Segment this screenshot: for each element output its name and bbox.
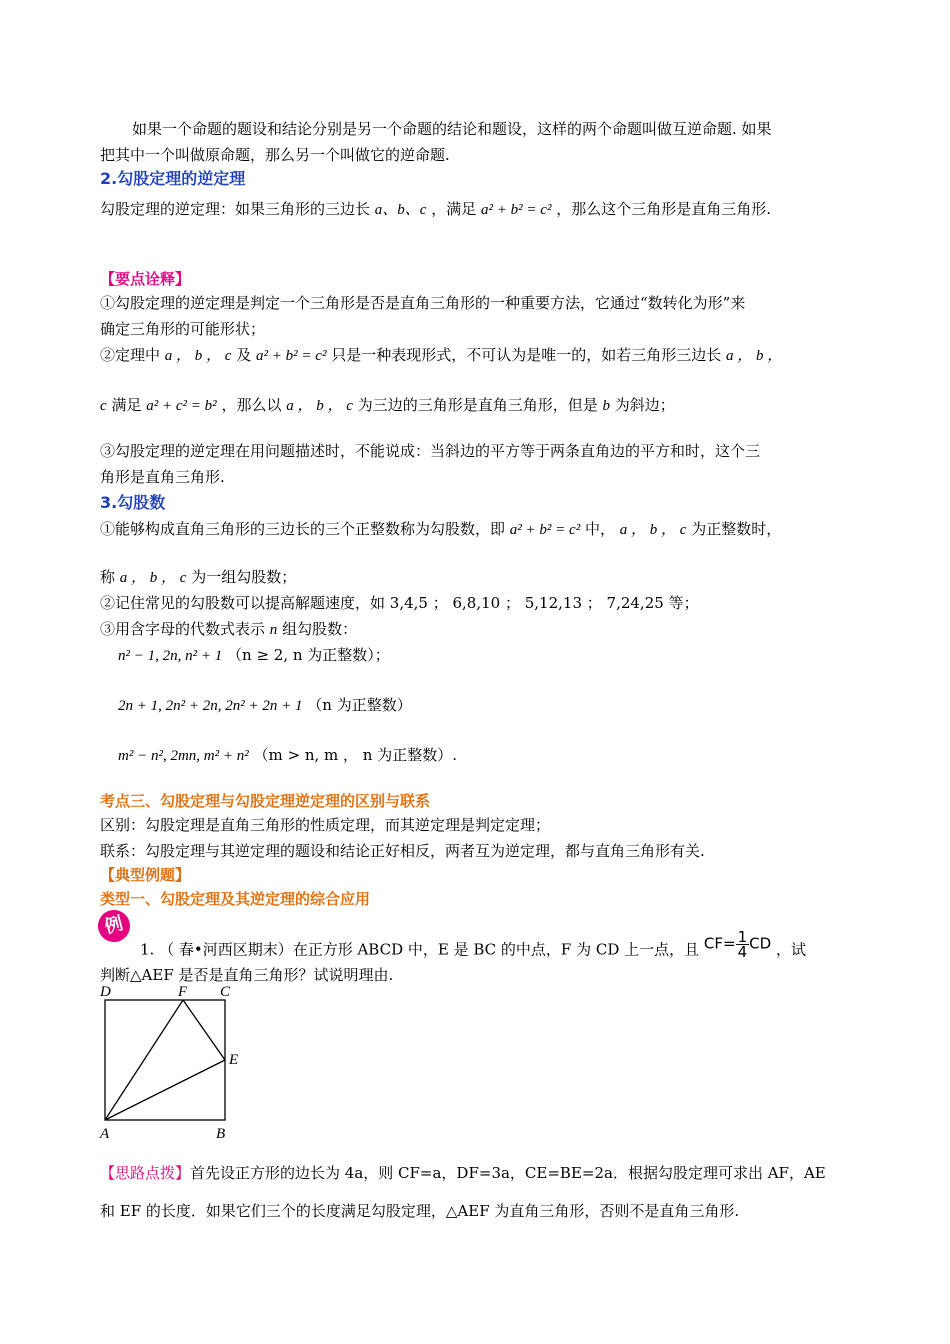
section2-text-a: 勾股定理的逆定理：如果三角形的三边长 bbox=[100, 200, 371, 218]
s3p3-text-a: ③用含字母的代数式表示 bbox=[100, 620, 266, 638]
key-point-3-line2: 角形是直角三角形. bbox=[100, 468, 225, 486]
section2-formula: a² + b² = c² bbox=[481, 202, 552, 218]
question-fraction bbox=[704, 930, 771, 959]
formula-1-line bbox=[118, 644, 390, 667]
s3p1-formula: a² + b² = c² bbox=[509, 522, 581, 538]
kp2-formula: a² + b² = c² bbox=[256, 348, 327, 364]
s3p1-line2-a: 称 bbox=[100, 568, 116, 586]
kp2-text-a: ②定理中 bbox=[100, 346, 161, 364]
label-f: F bbox=[178, 984, 188, 1000]
segment-ae bbox=[105, 1060, 225, 1120]
label-d: D bbox=[100, 984, 111, 1000]
s3p3-text-b: 组勾股数： bbox=[282, 620, 358, 638]
formula-3-cond: （m > n, m ， n 为正整数）. bbox=[253, 746, 457, 764]
kp2-text-g: 为斜边； bbox=[614, 396, 675, 414]
fraction-num: 1 bbox=[737, 928, 748, 946]
kp2-line2-var: c bbox=[100, 398, 107, 414]
section2-text-b: ，满足 bbox=[431, 200, 477, 218]
section3-p3 bbox=[100, 618, 357, 641]
label-c: C bbox=[220, 984, 231, 1000]
topic3-diff: 区别：勾股定理是直角三角形的性质定理，而其逆定理是判定定理； bbox=[100, 816, 551, 834]
examples-label: 【典型例题】 bbox=[100, 866, 191, 884]
converse-def-line1: 如果一个命题的题设和结论分别是另一个命题的结论和题设，这样的两个命题叫做互逆命题. 如果 bbox=[132, 120, 772, 138]
section2-heading: 2.勾股定理的逆定理 bbox=[100, 169, 246, 188]
square-figure bbox=[96, 982, 256, 1142]
s3p2-triples: 3,4,5 ； 6,8,10 ； 5,12,13 ； 7,24,25 bbox=[389, 594, 664, 612]
key-point-1-line1: ①勾股定理的逆定理是判定一个三角形是否是直角三角形的一种重要方法，它通过“数转化为形”来 bbox=[100, 294, 746, 312]
s3p2-text-b: 等； bbox=[668, 594, 699, 612]
label-b: B bbox=[216, 1126, 226, 1142]
section2-statement bbox=[100, 198, 771, 221]
section3-p1-line1 bbox=[100, 518, 781, 541]
kp2-text-f: 为三边的三角形是直角三角形，但是 bbox=[357, 396, 598, 414]
topic3-link: 联系：勾股定理与其逆定理的题设和结论正好相反，两者互为逆定理，都与直角三角形有关. bbox=[100, 842, 705, 860]
label-a: A bbox=[100, 1126, 110, 1142]
segment-fe bbox=[183, 1000, 225, 1060]
formula-2-cond: （n 为正整数） bbox=[307, 696, 412, 714]
examples-type1: 类型一、勾股定理及其逆定理的综合应用 bbox=[100, 890, 371, 908]
kp2-text-c: 只是一种表现形式，不可认为是唯一的，如若三角形三边长 bbox=[331, 346, 722, 364]
s3p1-vars: a ， b ， c bbox=[619, 522, 687, 538]
key-point-3-line1: ③勾股定理的逆定理在用问题描述时，不能说成：当斜边的平方等于两条直角边的平方和时，这个三 bbox=[100, 442, 761, 460]
label-e: E bbox=[229, 1052, 239, 1068]
s3p1-text-b: 中， bbox=[584, 520, 615, 538]
kp2-text-b: 及 bbox=[236, 346, 252, 364]
segment-af bbox=[105, 1000, 183, 1120]
formula-1-cond: （n ≥ 2, n 为正整数）； bbox=[227, 646, 390, 664]
converse-def-line2: 把其中一个叫做原命题，那么另一个叫做它的逆命题. bbox=[100, 146, 450, 164]
hint-line1 bbox=[100, 1162, 826, 1184]
kp2-vars3: a ， b ， c bbox=[286, 398, 353, 414]
section3-heading: 3.勾股数 bbox=[100, 493, 166, 512]
formula-2: 2n + 1, 2n² + 2n, 2n² + 2n + 1 bbox=[118, 698, 303, 714]
s3p2-text-a: ②记住常见的勾股数可以提高解题速度，如 bbox=[100, 594, 386, 612]
hint-label: 【思路点拨】 bbox=[100, 1164, 191, 1182]
section2-vars: a、b、c bbox=[374, 202, 427, 218]
example-question-line1 bbox=[140, 928, 806, 965]
hint-line2: 和 EF 的长度．如果它们三个的长度满足勾股定理，△AEF 为直角三角形，否则不是直角三角形. bbox=[100, 1202, 740, 1220]
question-text-b: ，试 bbox=[775, 940, 806, 959]
section3-p1-line2 bbox=[100, 566, 296, 589]
formula-3-line bbox=[118, 744, 457, 767]
kp2-text-d: 满足 bbox=[111, 396, 142, 414]
hint-text-1: 首先设正方形的边长为 4a，则 CF=a，DF=3a，CE=BE=2a．根据勾股定理可求出 AF，AE bbox=[190, 1164, 826, 1182]
s3p1-line2-vars: a ， b ， c bbox=[119, 570, 187, 586]
fraction-left: CF= bbox=[703, 934, 736, 953]
fraction-den: 4 bbox=[737, 943, 748, 961]
s3p1-text-a: ①能够构成直角三角形的三边长的三个正整数称为勾股数，即 bbox=[100, 520, 506, 538]
fraction bbox=[736, 930, 750, 959]
key-point-1-line2: 确定三角形的可能形状； bbox=[100, 320, 266, 338]
key-point-2-line2 bbox=[100, 394, 675, 417]
kp2-formula2: a² + c² = b² bbox=[146, 398, 217, 414]
example-question-line2: 判断△AEF 是否是直角三角形？试说明理由. bbox=[100, 966, 394, 984]
fraction-right: CD bbox=[749, 934, 772, 953]
example-badge: 例 bbox=[94, 906, 133, 945]
s3p1-text-c: 为正整数时， bbox=[691, 520, 782, 538]
formula-2-line bbox=[118, 694, 412, 717]
section3-p2 bbox=[100, 592, 699, 614]
section2-text-c: ，那么这个三角形是直角三角形. bbox=[556, 200, 772, 218]
s3p1-line2-b: 为一组勾股数； bbox=[191, 568, 297, 586]
question-text-a: 1. （ 春•河西区期末）在正方形 ABCD 中，E 是 BC 的中点，F 为 CD 上一点，且 bbox=[140, 940, 700, 959]
formula-3: m² − n², 2mn, m² + n² bbox=[118, 748, 249, 764]
topic3-heading: 考点三、勾股定理与勾股定理逆定理的区别与联系 bbox=[100, 792, 431, 810]
square-abcd bbox=[105, 1000, 225, 1120]
kp2-vars2: a ， b ， bbox=[726, 348, 783, 364]
kp2-vars: a ， b ， c bbox=[164, 348, 232, 364]
formula-1: n² − 1, 2n, n² + 1 bbox=[118, 648, 223, 664]
key-points-label: 【要点诠释】 bbox=[100, 270, 191, 288]
kp2-text-e: ，那么以 bbox=[221, 396, 282, 414]
kp2-var-b: b bbox=[602, 398, 610, 414]
s3p3-var: n bbox=[269, 622, 278, 638]
key-point-2-line1 bbox=[100, 344, 782, 367]
